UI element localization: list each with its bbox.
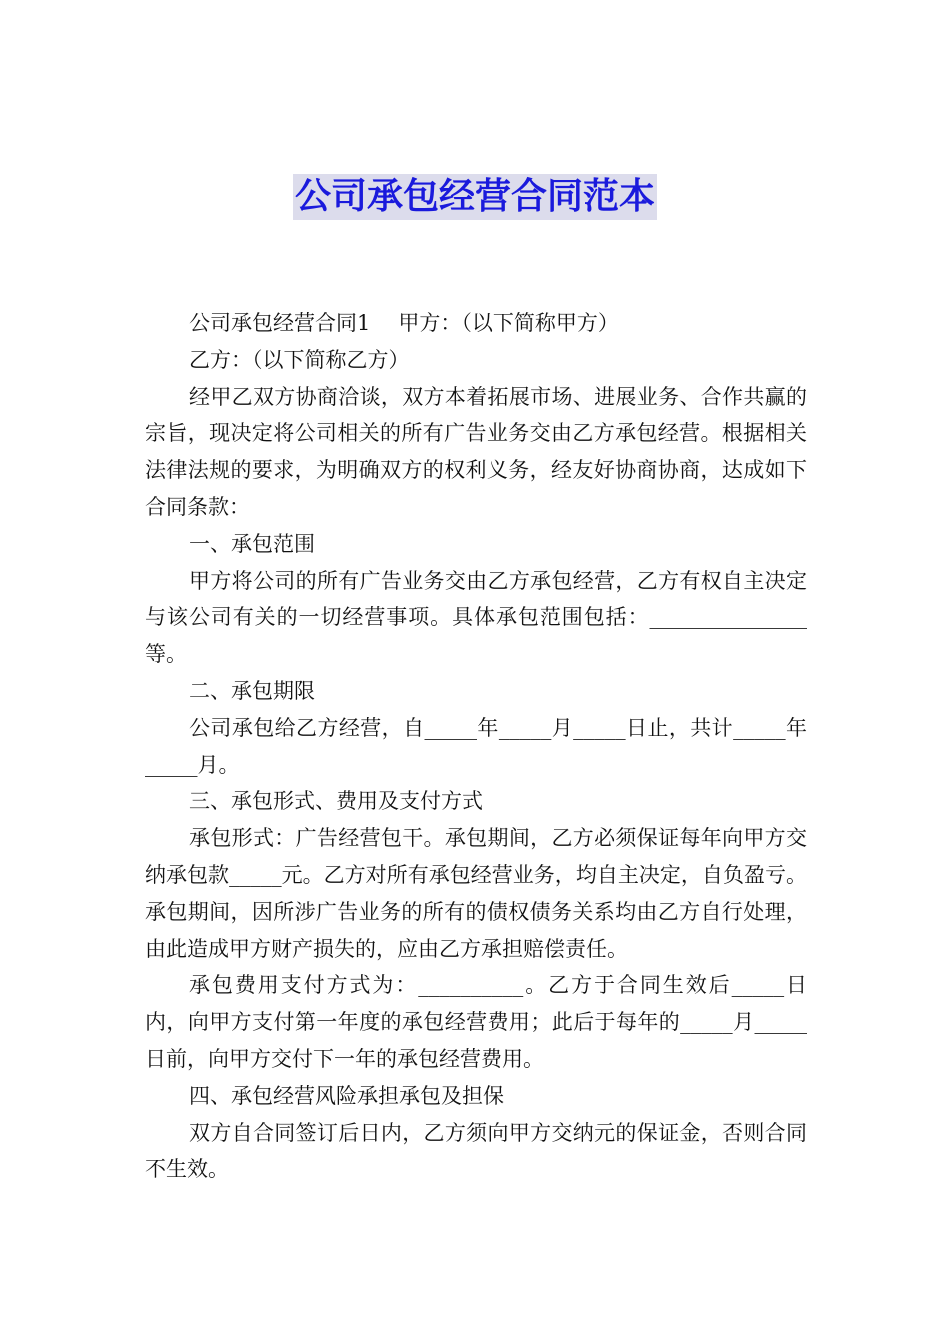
title-container: [0, 174, 950, 220]
section-heading-scope: 一、承包范围: [189, 531, 315, 556]
section-heading-term: 二、承包期限: [189, 678, 315, 703]
paragraph-form: 承包形式：广告经营包干。承包期间，乙方必须保证每年向甲方交纳承包款_____元。乙方对所有承包经营业务，均自主决定，自负盈亏。承包期间，因所涉广告业务的所有的债权债务关系均由乙方自行处理，由此造成甲方财产损失的，应由乙方承担赔偿责任。: [145, 826, 807, 961]
paragraph-deposit: 双方自合同签订后日内，乙方须向甲方交纳元的保证金，否则合同不生效。: [145, 1120, 807, 1182]
document-title: 公司承包经营合同范本: [293, 174, 657, 220]
paragraph-scope: 甲方将公司的所有广告业务交由乙方承包经营，乙方有权自主决定与该公司有关的一切经营事项。具体承包范围包括：_______________等。: [145, 568, 807, 667]
paragraph-intro-line: [145, 305, 807, 342]
contract-heading: 公司承包经营合同1: [189, 311, 371, 335]
paragraph-preamble: 经甲乙双方协商洽谈，双方本着拓展市场、进展业务、合作共赢的宗旨，现决定将公司相关的所有广告业务交由乙方承包经营。根据相关法律法规的要求，为明确双方的权利义务，经友好协商协商，达成如下合同条款：: [145, 384, 807, 519]
section-heading-risk: 四、承包经营风险承担承包及担保: [189, 1083, 504, 1108]
paragraph-party-b: 乙方：（以下简称乙方）: [189, 347, 410, 372]
section-heading-payment: 三、承包形式、费用及支付方式: [189, 789, 483, 814]
party-a-label: 甲方：（以下简称甲方）: [398, 311, 619, 335]
paragraph-payment-method: 承包费用支付方式为：__________。乙方于合同生效后_____日内，向甲方支付第一年度的承包经营费用；此后于每年的_____月_____日前，向甲方交付下一年的承包经营费用。: [145, 973, 807, 1071]
document-body: [145, 305, 807, 1188]
paragraph-term: 公司承包给乙方经营，自_____年_____月_____日止，共计_____年_____月。: [145, 715, 807, 777]
